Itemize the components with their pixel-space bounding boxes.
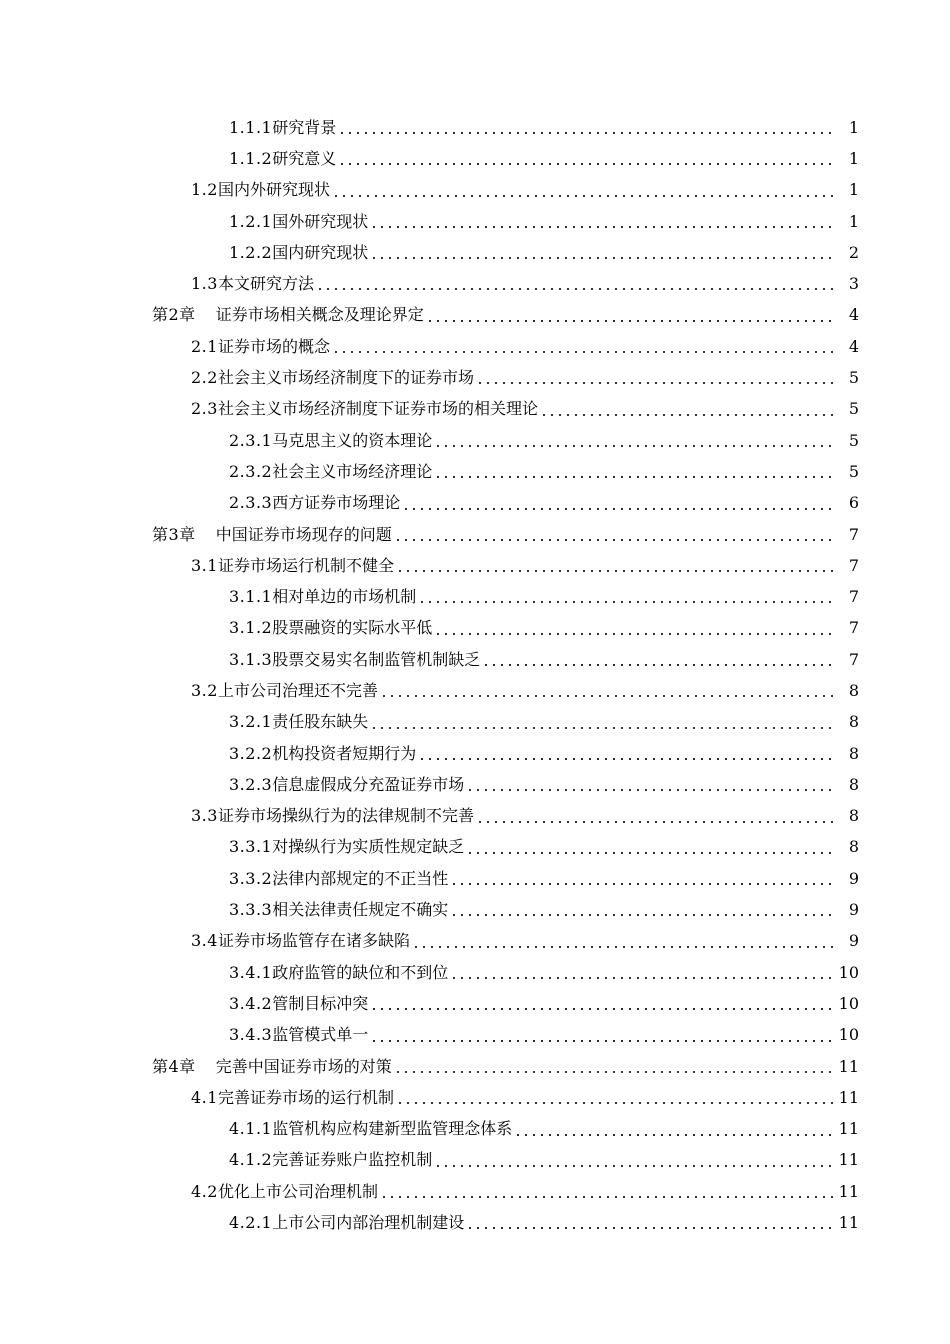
dot-leader [396,550,833,581]
dot-leader [450,863,833,894]
toc-entry[interactable] [229,894,950,925]
toc-entry[interactable] [229,863,950,894]
toc-entry-title: 机构投资者短期行为 [272,743,417,763]
toc-entry-page: 9 [848,900,859,920]
toc-entry-title: 股票融资的实际水平低 [272,618,433,638]
toc-entry-title: 股票交易实名制监管机制缺乏 [272,649,481,669]
toc-entry-number: 3.3 [191,806,218,826]
toc-entry-page: 1 [848,117,859,137]
dot-leader [434,1145,833,1176]
dot-leader [482,644,833,675]
toc-entry[interactable] [191,394,950,425]
toc-entry-title: 社会主义市场经济制度下的证券市场 [217,368,474,388]
toc-entry-number: 2.3 [191,399,218,419]
toc-entry-title: 相关法律责任规定不确实 [272,900,449,920]
dot-leader [338,112,833,143]
dot-leader [370,707,833,738]
toc-entry[interactable] [229,456,950,487]
toc-entry-title: 证券市场相关概念及理论界定 [215,305,424,325]
toc-entry[interactable] [229,707,950,738]
toc-entry-page: 4 [848,305,859,325]
toc-entry-number: 3.2.2 [229,743,273,763]
toc-entry-title: 研究意义 [272,148,337,168]
toc-entry-page: 8 [848,712,859,732]
dot-leader [412,926,833,957]
dot-leader [434,456,833,487]
toc-entry[interactable] [229,832,950,863]
toc-entry[interactable] [229,1114,950,1145]
toc-entry[interactable] [152,300,950,331]
toc-entry-page: 1 [848,148,859,168]
toc-entry-page: 1 [848,211,859,231]
toc-entry[interactable] [191,1176,950,1207]
toc-entry-page: 8 [848,680,859,700]
toc-entry-title: 研究背景 [272,117,337,137]
toc-entry[interactable] [229,581,950,612]
dot-leader [418,738,833,769]
toc-entry-number: 1.2.1 [229,211,273,231]
toc-entry-number: 3.2.3 [229,774,273,794]
toc-entry-title: 国内外研究现状 [217,180,330,200]
toc-entry-page: 7 [848,524,859,544]
dot-leader [450,957,833,988]
toc-entry-number: 3.3.1 [229,837,273,857]
dot-leader [394,1051,833,1082]
toc-entry-title: 优化上市公司治理机制 [217,1181,378,1201]
toc-entry-title: 本文研究方法 [217,274,314,294]
toc-entry[interactable] [229,957,950,988]
dot-leader [466,769,833,800]
toc-entry-page: 2 [848,242,859,262]
toc-entry-number: 4.2.1 [229,1213,273,1233]
toc-entry[interactable] [229,644,950,675]
toc-entry-title: 证券市场操纵行为的法律规制不完善 [217,806,474,826]
toc-entry-number: 3.1.3 [229,649,273,669]
dot-leader [370,988,833,1019]
dot-leader [380,1176,833,1207]
toc-entry[interactable] [229,237,950,268]
toc-entry-page: 11 [838,1056,859,1076]
toc-entry-page: 3 [848,274,859,294]
dot-leader [332,331,833,362]
toc-entry-title: 对操纵行为实质性规定缺乏 [272,837,465,857]
dot-leader [466,832,833,863]
toc-entry-title: 完善证券市场的运行机制 [217,1087,394,1107]
dot-leader [338,143,833,174]
toc-entry-title: 证券市场运行机制不健全 [217,555,394,575]
toc-entry-number: 2.3.3 [229,493,273,513]
toc-entry-title: 相对单边的市场机制 [272,587,417,607]
dot-leader [540,394,833,425]
toc-entry[interactable] [191,268,950,299]
toc-entry[interactable] [229,206,950,237]
toc-entry[interactable] [191,550,950,581]
toc-entry-number: 1.1.2 [229,148,273,168]
dot-leader [396,1082,833,1113]
toc-entry-page: 8 [848,774,859,794]
toc-entry-number: 第2章 [152,305,196,325]
dot-leader [514,1114,833,1145]
toc-entry-title: 社会主义市场经济制度下证券市场的相关理论 [217,399,538,419]
toc-entry[interactable] [191,175,950,206]
toc-entry-number: 3.4.1 [229,962,273,982]
toc-entry-title: 证券市场的概念 [217,336,330,356]
toc-entry-title: 马克思主义的资本理论 [272,430,433,450]
toc-entry-number: 3.2.1 [229,712,273,732]
toc-entry[interactable] [191,331,950,362]
toc-entry-title: 管制目标冲突 [272,993,369,1013]
toc-entry[interactable] [191,1082,950,1113]
toc-entry-page: 4 [848,336,859,356]
dot-leader [450,894,833,925]
toc-entry-title: 上市公司治理还不完善 [217,680,378,700]
toc-entry-number: 1.3 [191,274,218,294]
toc-entry-page: 11 [838,1119,859,1139]
toc-entry[interactable] [229,488,950,519]
toc-entry-title: 信息虚假成分充盈证券市场 [272,774,465,794]
toc-entry[interactable] [229,1207,950,1238]
dot-leader [402,488,833,519]
toc-entry-page: 11 [838,1150,859,1170]
toc-entry[interactable] [229,988,950,1019]
toc-entry-page: 7 [848,555,859,575]
toc-entry-page: 10 [838,962,859,982]
dot-leader [476,801,833,832]
toc-entry-number: 3.1.2 [229,618,273,638]
dot-leader [380,675,833,706]
toc-entry-title: 中国证券市场现存的问题 [215,524,392,544]
toc-entry-page: 11 [838,1181,859,1201]
toc-entry-page: 9 [848,868,859,888]
dot-leader [370,1020,833,1051]
toc-entry-page: 5 [848,368,859,388]
toc-entry-title: 完善证券账户监控机制 [272,1150,433,1170]
dot-leader [316,268,833,299]
toc-entry[interactable] [191,801,950,832]
toc-entry-page: 8 [848,806,859,826]
toc-entry[interactable] [152,1051,950,1082]
dot-leader [434,425,833,456]
toc-entry-number: 第3章 [152,524,196,544]
toc-entry-number: 3.1 [191,555,218,575]
toc-entry-title: 上市公司内部治理机制建设 [272,1213,465,1233]
toc-entry-page: 9 [848,931,859,951]
toc-entry-number: 4.1.1 [229,1119,273,1139]
toc-entry-title: 监管机构应构建新型监管理念体系 [272,1119,513,1139]
toc-entry-page: 11 [838,1087,859,1107]
toc-entry-title: 证券市场监管存在诸多缺陷 [217,931,410,951]
toc-entry[interactable] [191,362,950,393]
toc-entry-title: 国内研究现状 [272,242,369,262]
toc-entry-page: 7 [848,618,859,638]
toc-entry-number: 3.2 [191,680,218,700]
toc-entry[interactable] [229,1020,950,1051]
toc-entry[interactable] [229,425,950,456]
toc-entry-title: 法律内部规定的不正当性 [272,868,449,888]
toc-entry-page: 8 [848,743,859,763]
toc-entry-page: 5 [848,461,859,481]
dot-leader [370,237,833,268]
toc-entry-number: 4.1.2 [229,1150,273,1170]
dot-leader [426,300,833,331]
toc-entry-page: 1 [848,180,859,200]
dot-leader [476,362,833,393]
toc-entry[interactable] [191,926,950,957]
dot-leader [466,1207,833,1238]
toc-entry-number: 3.4.3 [229,1025,273,1045]
toc-entry-title: 责任股东缺失 [272,712,369,732]
toc-entry-number: 2.3.2 [229,461,273,481]
toc-entry[interactable] [229,143,950,174]
toc-entry-title: 完善中国证券市场的对策 [215,1056,392,1076]
toc-entry-number: 1.2.2 [229,242,273,262]
toc-entry-page: 5 [848,430,859,450]
dot-leader [394,519,833,550]
toc-entry-number: 2.1 [191,336,218,356]
toc-entry-page: 7 [848,649,859,669]
toc-entry-number: 4.1 [191,1087,218,1107]
toc-entry-number: 3.3.2 [229,868,273,888]
toc-entry[interactable] [229,112,950,143]
toc-entry[interactable] [191,675,950,706]
toc-entry-number: 1.2 [191,180,218,200]
dot-leader [434,613,833,644]
dot-leader [332,175,833,206]
table-of-contents [0,112,950,1239]
toc-entry-number: 2.2 [191,368,218,388]
toc-entry-number: 1.1.1 [229,117,273,137]
toc-entry-page: 7 [848,587,859,607]
toc-entry-title: 政府监管的缺位和不到位 [272,962,449,982]
toc-entry-number: 3.3.3 [229,900,273,920]
toc-entry-page: 10 [838,1025,859,1045]
toc-entry-page: 8 [848,837,859,857]
toc-entry-page: 6 [848,493,859,513]
toc-entry-title: 西方证券市场理论 [272,493,401,513]
toc-entry[interactable] [229,769,950,800]
toc-entry-page: 11 [838,1213,859,1233]
toc-entry-title: 监管模式单一 [272,1025,369,1045]
toc-entry-number: 3.4 [191,931,218,951]
toc-entry-number: 2.3.1 [229,430,273,450]
toc-entry-number: 3.4.2 [229,993,273,1013]
dot-leader [418,581,833,612]
toc-entry-page: 10 [838,993,859,1013]
toc-entry-number: 第4章 [152,1056,196,1076]
toc-entry[interactable] [229,613,950,644]
toc-entry-number: 4.2 [191,1181,218,1201]
toc-entry-title: 社会主义市场经济理论 [272,461,433,481]
toc-entry[interactable] [229,738,950,769]
toc-entry-number: 3.1.1 [229,587,273,607]
dot-leader [370,206,833,237]
toc-entry[interactable] [152,519,950,550]
toc-entry[interactable] [229,1145,950,1176]
toc-entry-page: 5 [848,399,859,419]
toc-entry-title: 国外研究现状 [272,211,369,231]
